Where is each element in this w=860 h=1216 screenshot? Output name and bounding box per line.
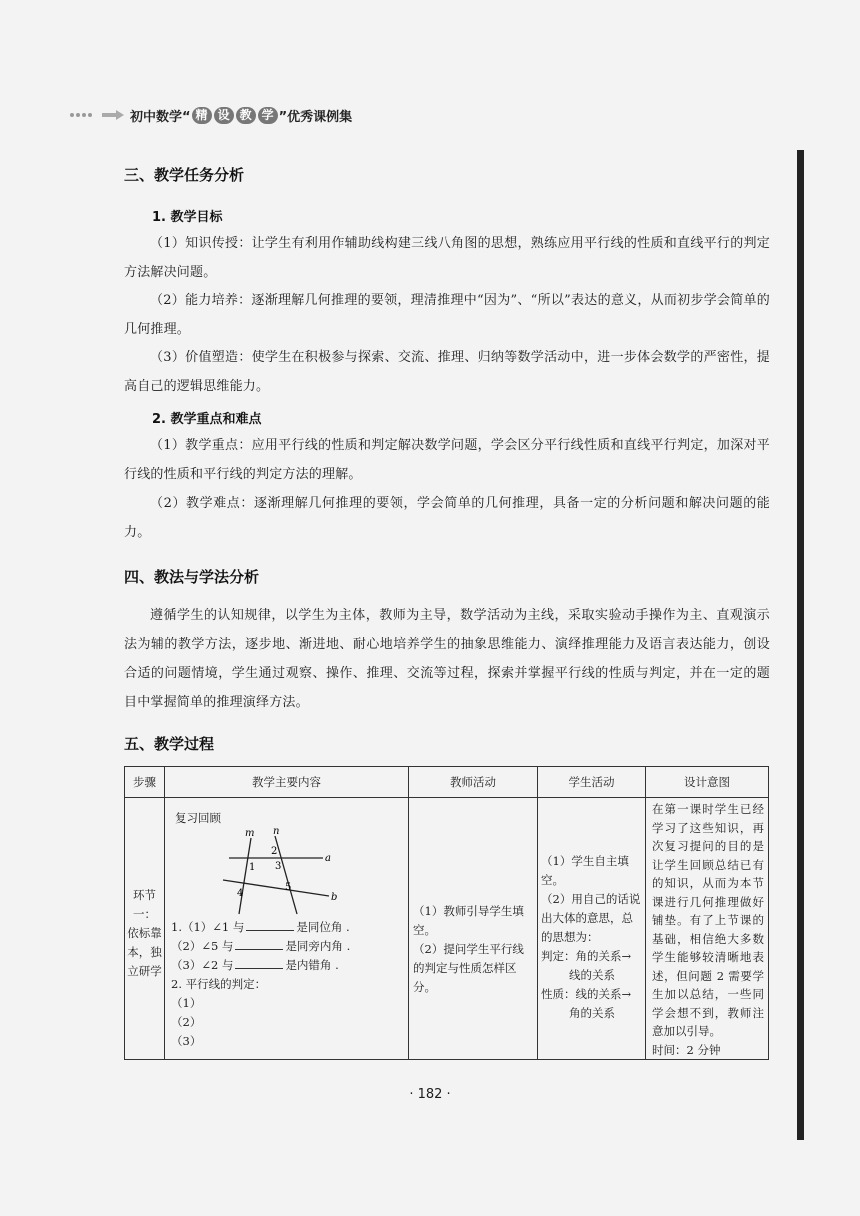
student-activity-item: （2）用自己的话说出大体的意思，总的思想为：: [541, 892, 641, 944]
table-header-cell: 教学主要内容: [165, 767, 409, 798]
step-text: 依标靠: [127, 926, 162, 940]
table-header-cell: 学生活动: [538, 767, 646, 798]
question-item: （3）∠2 与 是内错角 .: [171, 958, 339, 972]
running-header: [70, 104, 352, 126]
header-dots-icon: [70, 113, 94, 117]
section-title: 五、教学过程: [124, 735, 215, 753]
table-header-row: [125, 767, 769, 798]
table-header-cell: 教师活动: [409, 767, 538, 798]
question-item: 2. 平行线的判定：: [171, 977, 267, 991]
student-activity-item: （1）学生自主填空。: [541, 854, 629, 887]
header-prefix: 初中数学“: [130, 109, 191, 125]
section-title: 四、教法与学法分析: [124, 568, 260, 586]
subsection-title: 2. 教学重点和难点: [152, 412, 262, 427]
table-row: [125, 798, 769, 1060]
header-badge: 学: [258, 107, 278, 124]
design-intent-cell: [646, 798, 769, 1060]
header-badge: 精: [192, 107, 212, 124]
diagram-label: n: [273, 826, 280, 837]
arrow-right-icon: [102, 110, 124, 120]
student-activity-item: 性质：线的关系→: [541, 987, 632, 1001]
design-intent-text: 在第一课时学生已经学习了这些知识，再次复习提问的目的是让学生回顾总结已有的知识，从而为本节课进行几何推理做好铺垫。有了上节课的基础，相信绝大多数学生能够较清晰地表述，但问题 2 需要学生加以总结，一些同学会想不到，教师注意加以引导。: [652, 802, 764, 1038]
header-badge: 设: [214, 107, 234, 124]
diagram-label: 5: [285, 882, 292, 893]
diagram-label: b: [331, 892, 338, 903]
header-suffix: ”优秀课例集: [278, 109, 353, 125]
diagram-label: m: [245, 828, 255, 839]
teacher-activity-cell: [409, 798, 538, 1060]
paragraph: （1）知识传授：让学生有利用作辅助线构建三线八角图的思想，熟练应用平行线的性质和直线平行的判定方法解决问题。: [124, 236, 770, 280]
page-number: · 182 ·: [409, 1087, 451, 1102]
subsection-title: 1. 教学目标: [152, 210, 223, 225]
section-title: 三、教学任务分析: [124, 166, 245, 184]
teaching-process-table: [124, 766, 769, 1060]
student-activity-item: 判定：角的关系→: [541, 949, 632, 963]
paragraph: （3）价值塑造：使学生在积极参与探索、交流、推理、归纳等数学活动中，进一步体会数学的严密性，提高自己的逻辑思维能力。: [124, 350, 770, 394]
student-activity-cell: [538, 798, 646, 1060]
question-item: （1）: [171, 996, 202, 1010]
review-title: 复习回顾: [175, 811, 221, 825]
diagram-label: 1: [249, 862, 256, 873]
step-text: 本，独: [127, 945, 162, 959]
main-content-cell: [165, 798, 409, 1060]
student-activity-item: 角的关系: [569, 1006, 615, 1020]
paragraph: （2）能力培养：逐渐理解几何推理的要领，理清推理中“因为”、“所以”表达的意义，从而初步学会简单的几何推理。: [124, 293, 770, 337]
step-text: 环节一：: [133, 888, 156, 921]
diagram-label: 4: [237, 888, 244, 899]
time-text: 时间：2 分钟: [652, 1042, 721, 1057]
question-item: 1.（1）∠1 与 是同位角 .: [171, 920, 350, 934]
student-activity-item: 线的关系: [569, 968, 615, 982]
page-edge-bar: [797, 150, 804, 1140]
diagram-label: 3: [275, 861, 282, 872]
question-item: （3）: [171, 1034, 202, 1048]
table-header-cell: 步骤: [125, 767, 165, 798]
teacher-activity-item: （1）教师引导学生填空。: [413, 904, 524, 937]
diagram-label: a: [325, 853, 331, 864]
question-list: [171, 918, 350, 1051]
parallel-lines-diagram: [213, 822, 343, 918]
teacher-activity-item: （2）提问学生平行线的判定与性质怎样区分。: [413, 942, 524, 994]
table-header-cell: 设计意图: [646, 767, 769, 798]
paragraph: （1）教学重点：应用平行线的性质和判定解决数学问题，学会区分平行线性质和直线平行判定，加深对平行线的性质和平行线的判定方法的理解。: [124, 438, 770, 482]
paragraph: 遵循学生的认知规律，以学生为主体，教师为主导，数学活动为主线，采取实验动手操作为主、直观演示法为辅的教学方法，逐步地、渐进地、耐心地培养学生的抽象思维能力、演绎推理能力及语言表达能力，创设合适的问题情境，学生通过观察、操作、推理、交流等过程，探索并掌握平行线的性质与判定，并在一定的题目中掌握简单的推理演绎方法。: [124, 608, 770, 710]
question-item: （2）: [171, 1015, 202, 1029]
diagram-label: 2: [271, 846, 278, 857]
step-text: 立研学: [127, 964, 162, 978]
paragraph: （2）教学难点：逐渐理解几何推理的要领，学会简单的几何推理，具备一定的分析问题和解决问题的能力。: [124, 496, 770, 540]
header-badge: 教: [236, 107, 256, 124]
step-cell: [125, 798, 165, 1060]
question-item: （2）∠5 与 是同旁内角 .: [171, 939, 351, 953]
